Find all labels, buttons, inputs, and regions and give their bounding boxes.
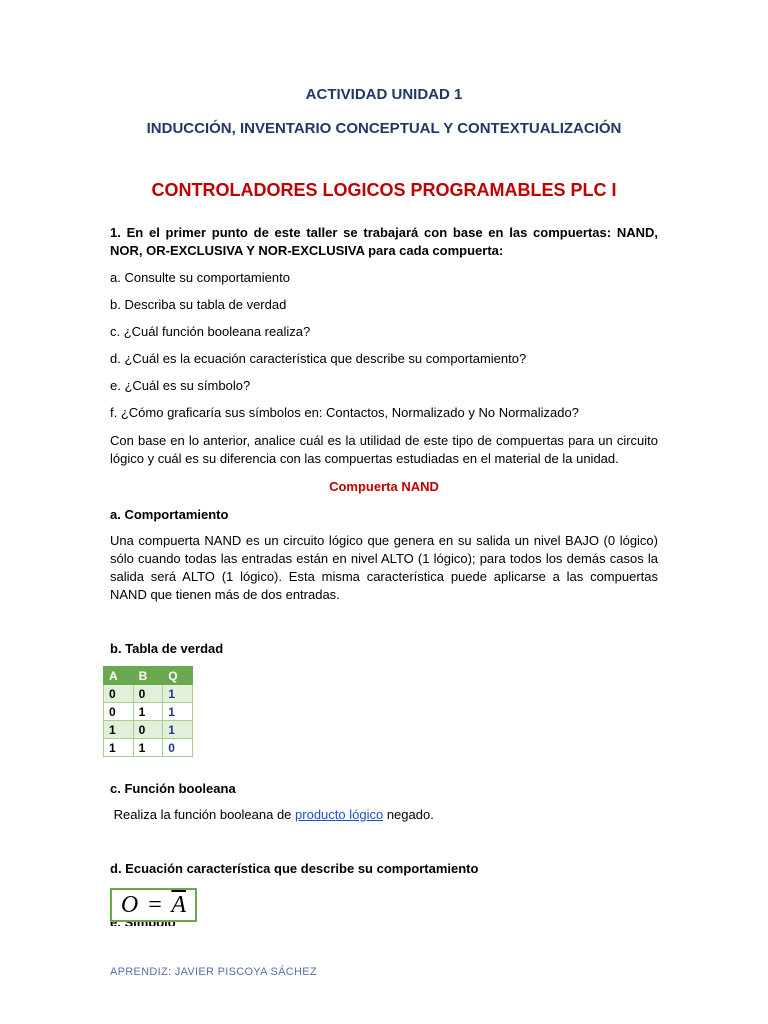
truth-cell-q: 1 xyxy=(163,703,193,721)
question-item-d: d. ¿Cuál es la ecuación característica que describe su comportamiento? xyxy=(110,351,527,366)
equation-image xyxy=(110,888,197,922)
nand-section-title: Compuerta NAND xyxy=(329,479,439,494)
behavior-heading: a. Comportamiento xyxy=(110,507,229,522)
truth-cell-q: 1 xyxy=(163,685,193,703)
question-item-f: f. ¿Cómo graficaría sus símbolos en: Contactos, Normalizado y No Normalizado? xyxy=(110,405,579,420)
table-row xyxy=(104,721,193,739)
truth-table-heading: b. Tabla de verdad xyxy=(110,641,224,656)
equation-lhs: O xyxy=(120,891,139,918)
question-item-a: a. Consulte su comportamiento xyxy=(110,270,290,285)
question-item-c: c. ¿Cuál función booleana realiza? xyxy=(110,324,311,339)
truth-cell-b: 1 xyxy=(133,739,163,757)
truth-header-a: A xyxy=(104,667,134,685)
truth-cell-a: 1 xyxy=(104,721,134,739)
producto-logico-link[interactable]: producto lógico xyxy=(295,807,384,822)
truth-table xyxy=(103,666,193,757)
equation-equals: = xyxy=(148,891,162,918)
activity-subtitle: INDUCCIÓN, INVENTARIO CONCEPTUAL Y CONTEXTUALIZACIÓN xyxy=(146,120,622,137)
question-closing: Con base en lo anterior, analice cuál es la utilidad de este tipo de compuertas para un circuito lógico y cuál es su diferencia con las compuertas estudiadas en el material de la unidad. xyxy=(110,433,658,466)
author-footer: APRENDIZ: JAVIER PISCOYA SÁCHEZ xyxy=(110,966,317,978)
equation-heading: d. Ecuación característica que describe su comportamiento xyxy=(110,861,479,876)
behavior-text: Una compuerta NAND es un circuito lógico que genera en su salida un nivel BAJO (0 lógico) sólo cuando todas las entradas están en nivel ALTO (1 lógico); para todos los demás casos la salida será ALTO (1 lógico). Esta misma característica puede aplicarse a las compuertas NAND que tienen más de dos entradas. xyxy=(110,533,658,602)
truth-header-q: Q xyxy=(163,667,193,685)
truth-cell-a: 0 xyxy=(104,703,134,721)
question-intro: 1. En el primer punto de este taller se trabajará con base en las compuertas: NAND, NOR, OR-EXCLUSIVA Y NOR-EXCLUSIVA para cada compuerta: xyxy=(110,225,658,258)
course-title: CONTROLADORES LOGICOS PROGRAMABLES PLC I xyxy=(151,180,617,200)
truth-cell-q: 0 xyxy=(163,739,193,757)
truth-cell-b: 0 xyxy=(133,685,163,703)
table-row xyxy=(104,685,193,703)
function-heading: c. Función booleana xyxy=(110,781,236,796)
truth-cell-a: 0 xyxy=(104,685,134,703)
table-row xyxy=(104,703,193,721)
truth-cell-q: 1 xyxy=(163,721,193,739)
truth-cell-a: 1 xyxy=(104,739,134,757)
truth-cell-b: 1 xyxy=(133,703,163,721)
function-sentence xyxy=(110,806,434,824)
table-row xyxy=(104,739,193,757)
function-prefix: Realiza la función booleana de xyxy=(110,807,296,822)
truth-cell-b: 0 xyxy=(133,721,163,739)
equation-rhs: $\overline{A}$ xyxy=(171,891,187,918)
question-item-e: e. ¿Cuál es su símbolo? xyxy=(110,378,251,393)
truth-table-header-row xyxy=(104,667,193,685)
truth-header-b: B xyxy=(133,667,163,685)
question-item-b: b. Describa su tabla de verdad xyxy=(110,297,287,312)
activity-title: ACTIVIDAD UNIDAD 1 xyxy=(305,86,463,103)
function-suffix: negado. xyxy=(383,807,434,822)
